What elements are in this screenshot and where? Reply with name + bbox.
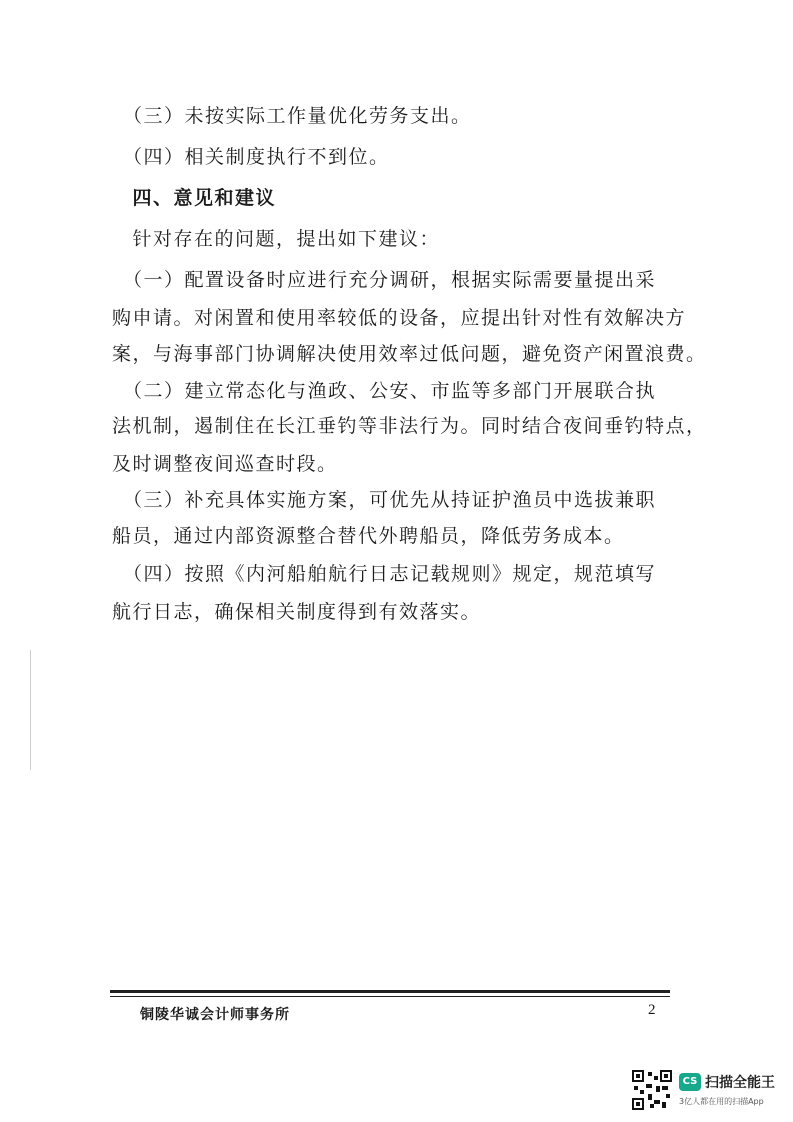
section-heading: 四、意见和建议 (112, 187, 277, 209)
footer-rule-thick (110, 990, 670, 993)
camscanner-logo-icon: CS (679, 1073, 701, 1091)
para-4-line-1: （四）相关制度执行不到位。 (112, 146, 390, 168)
suggestion-1-line-1: （一）配置设备时应进行充分调研，根据实际需要量提出采 (112, 269, 657, 291)
suggestion-4-line-1: （四）按照《内河船舶航行日志记载规则》规定，规范填写 (112, 563, 657, 585)
scanner-app-name: 扫描全能王 (705, 1075, 775, 1091)
scan-margin-mark (30, 650, 31, 770)
suggestion-4-line-2: 航行日志，确保相关制度得到有效落实。 (112, 601, 482, 623)
intro-line: 针对存在的问题，提出如下建议： (112, 228, 441, 250)
scanner-tagline: 3亿人都在用的扫描App (679, 1097, 764, 1106)
suggestion-2-line-2: 法机制，遏制住在长江垂钓等非法行为。同时结合夜间垂钓特点， (112, 415, 707, 437)
para-3-line-1: （三）未按实际工作量优化劳务支出。 (112, 105, 472, 127)
suggestion-2-line-3: 及时调整夜间巡查时段。 (112, 453, 338, 475)
footer-rule-thin (110, 996, 670, 997)
footer-firm-name: 铜陵华诚会计师事务所 (140, 1007, 290, 1023)
suggestion-1-line-2: 购申请。对闲置和使用率较低的设备，应提出针对性有效解决方 (112, 307, 687, 329)
suggestion-1-line-3: 案，与海事部门协调解决使用效率过低问题，避免资产闲置浪费。 (112, 343, 707, 365)
suggestion-3-line-2: 船员，通过内部资源整合替代外聘船员，降低劳务成本。 (112, 525, 625, 547)
suggestion-3-line-1: （三）补充具体实施方案，可优先从持证护渔员中选拔兼职 (112, 489, 657, 511)
suggestion-2-line-1: （二）建立常态化与渔政、公安、市监等多部门开展联合执 (112, 380, 657, 402)
footer-page-number: 2 (648, 1002, 656, 1018)
qr-code-icon (632, 1070, 672, 1110)
